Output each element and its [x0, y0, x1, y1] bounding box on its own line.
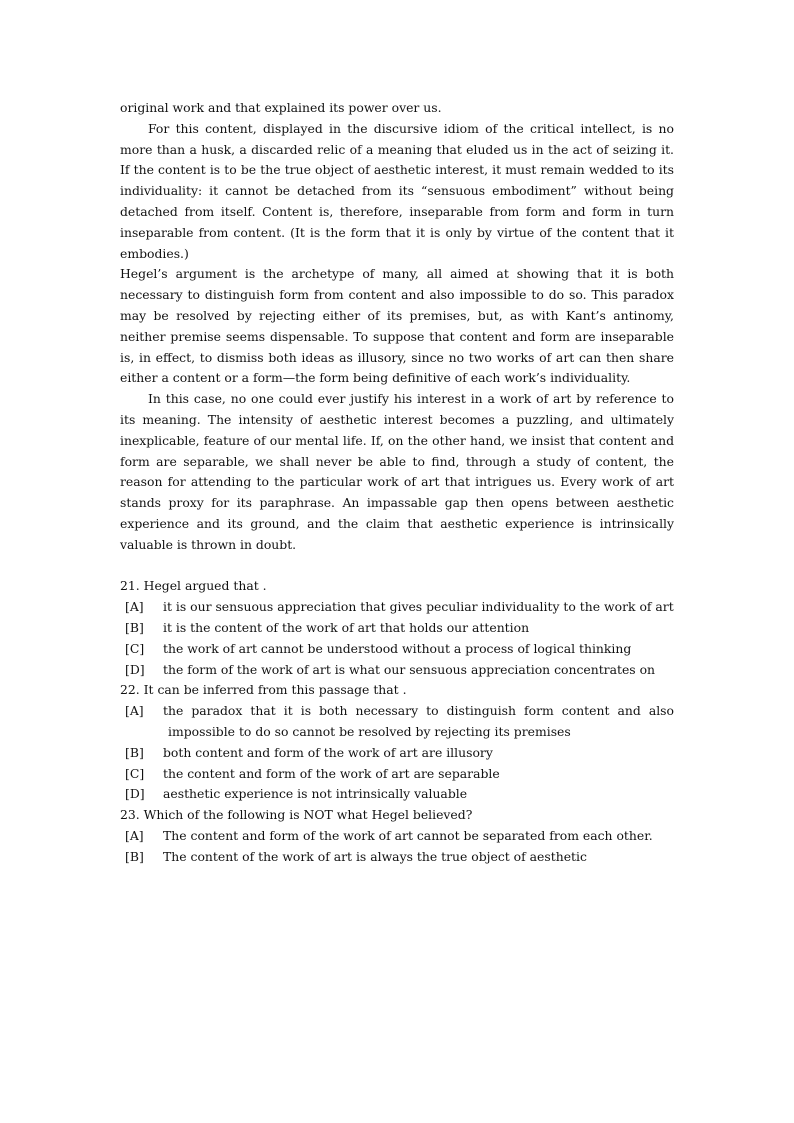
question-22-option-b — [120, 743, 674, 764]
question-21-option-a — [120, 597, 674, 618]
option-label: [D] — [125, 661, 145, 677]
question-23-option-a — [120, 826, 674, 847]
option-text: The content of the work of art is always the true object of aesthetic — [163, 848, 587, 864]
option-text: the form of the work of art is what our sensuous appreciation concentrates on — [163, 661, 656, 677]
option-label: [A] — [125, 703, 144, 719]
option-text: both content and form of the work of art are illusory — [163, 744, 493, 760]
option-label: [D] — [125, 786, 145, 802]
option-text: aesthetic experience is not intrinsically valuable — [163, 786, 468, 802]
option-text: The content and form of the work of art cannot be separated from each other. — [163, 827, 653, 843]
passage-paragraph-2: For this content, displayed in the discursive idiom of the critical intellect, is no more than a husk, a discarded relic of a meaning that eluded us in the act of seizing it. If the content is to be the true object of aesthetic interest, it must remain wedded to its individuality: it cannot be detached from its “sensuous embodiment” without being detached from itself. Content is, therefore, inseparable from form and form in turn inseparable from content. (It is the form that it is only by virtue of the content that it embodies.) — [120, 120, 674, 261]
option-text: the content and form of the work of art are separable — [163, 765, 500, 781]
option-text: the paradox that it is both necessary to distinguish form content and also impossible to do so cannot be resolved by rejecting its premises — [163, 703, 674, 739]
question-21-option-c — [120, 639, 674, 660]
passage-paragraph-continued: original work and that explained its power over us. — [120, 100, 442, 115]
question-23-option-b — [120, 847, 674, 868]
question-22-stem: 22. It can be inferred from this passage that . — [120, 682, 407, 698]
spacer — [120, 556, 674, 577]
question-22-option-d — [120, 784, 674, 805]
option-text: the work of art cannot be understood without a process of logical thinking — [163, 640, 632, 656]
question-21-option-b — [120, 618, 674, 639]
passage-paragraph-4: In this case, no one could ever justify his interest in a work of art by reference to its meaning. The intensity of aesthetic interest becomes a puzzling, and ultimately inexplicable, feature of our mental life. If, on the other hand, we insist that content and form are separable, we shall never be able to find, through a study of content, the reason for attending to the particular work of art that intrigues us. Every work of art stands proxy for its paraphrase. An impassable gap then opens between aesthetic experience and its ground, and the claim that aesthetic experience is intrinsically valuable is thrown in doubt. — [120, 391, 674, 552]
question-21-option-d — [120, 660, 674, 681]
passage-paragraph-3: Hegel’s argument is the archetype of many, all aimed at showing that it is both necessary to distinguish form from content and also impossible to do so. This paradox may be resolved by rejecting either of its premises, but, as with Kant’s antinomy, neither premise seems dispensable. To suppose that content and form are inseparable is, in effect, to dismiss both ideas as illusory, since no two works of art can then share either a content or a form—the form being definitive of each work’s individuality. — [120, 266, 674, 386]
option-label: [B] — [125, 744, 144, 760]
option-label: [B] — [125, 619, 144, 635]
document-body — [120, 98, 674, 867]
option-label: [A] — [125, 827, 144, 843]
question-23-stem: 23. Which of the following is NOT what Hegel believed? — [120, 807, 473, 823]
option-label: [C] — [125, 765, 145, 781]
option-text: it is our sensuous appreciation that gives peculiar individuality to the work of art — [163, 599, 674, 615]
question-22-option-a — [120, 701, 674, 743]
option-label: [C] — [125, 640, 145, 656]
question-21-stem: 21. Hegel argued that . — [120, 578, 267, 594]
option-text: it is the content of the work of art that holds our attention — [163, 619, 530, 635]
question-22-option-c — [120, 764, 674, 785]
option-label: [A] — [125, 599, 144, 615]
option-label: [B] — [125, 848, 144, 864]
